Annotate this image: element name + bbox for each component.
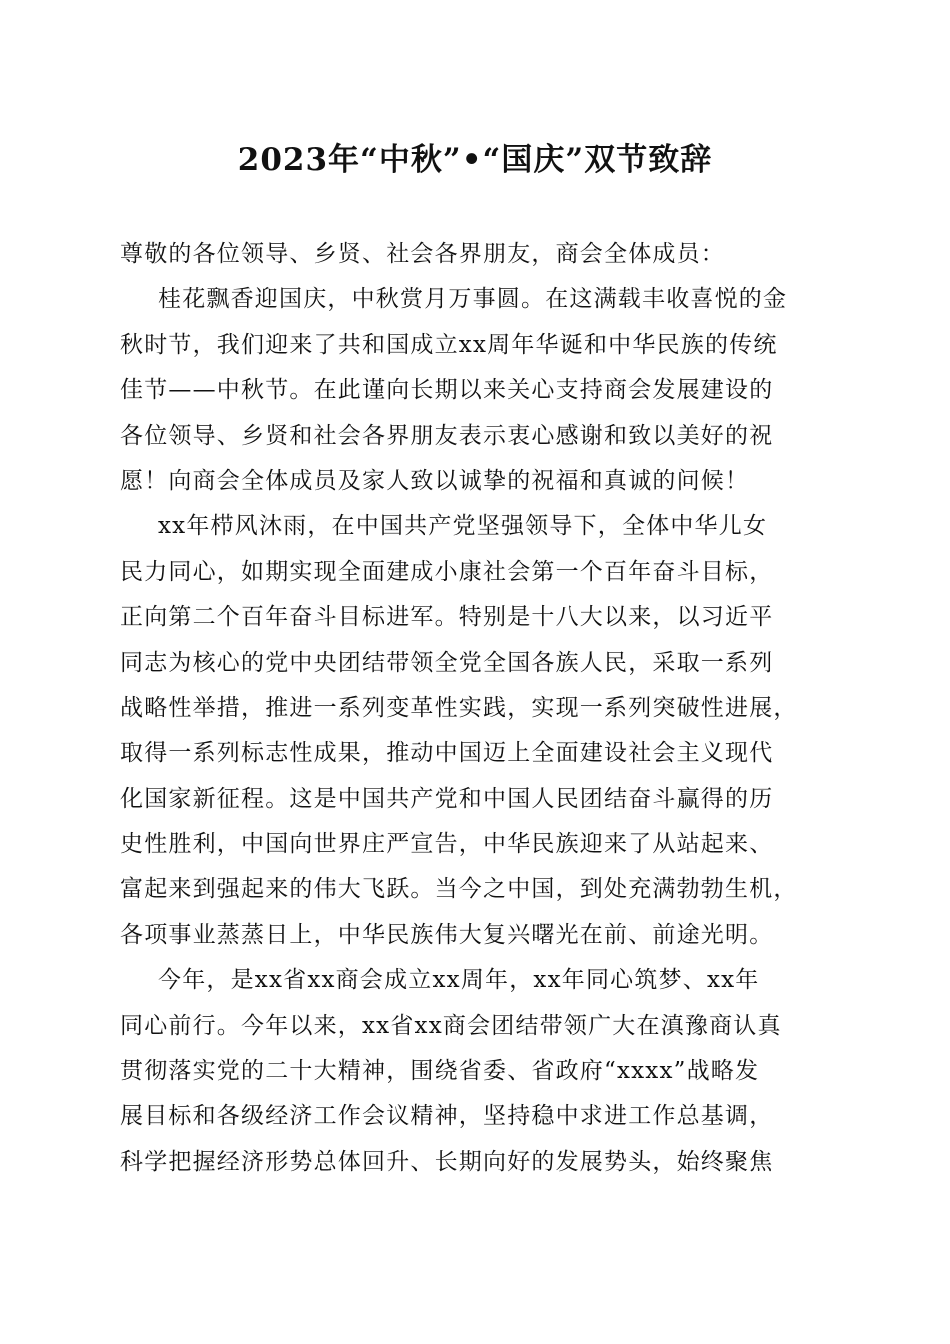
paragraph-1-line-1: 桂花飘香迎国庆，中秋赏月万事圆。在这满载丰收喜悦的金 (158, 286, 788, 313)
paragraph-2-line-4: 同志为核心的党中央团结带领全党全国各族人民，采取一系列 (120, 649, 774, 676)
paragraph-2-line-10: 各项事业蒸蒸日上，中华民族伟大复兴曙光在前、前途光明。 (120, 921, 774, 948)
paragraph-2-line-9: 富起来到强起来的伟大飞跃。当今之中国，到处充满勃勃生机， (120, 876, 798, 903)
paragraph-2-line-2: 民力同心，如期实现全面建成小康社会第一个百年奋斗目标， (120, 558, 774, 585)
salutation-line: 尊敬的各位领导、乡贤、社会各界朋友，商会全体成员： (120, 241, 725, 267)
paragraph-3-line-4: 展目标和各级经济工作会议精神，坚持稳中求进工作总基调， (120, 1103, 774, 1130)
paragraph-2-line-3: 正向第二个百年奋斗目标进军。特别是十八大以来，以习近平 (120, 604, 774, 631)
paragraph-3-line-5: 科学把握经济形势总体回升、长期向好的发展势头，始终聚焦 (120, 1148, 774, 1175)
paragraph-2-line-8: 史性胜利，中国向世界庄严宣告，中华民族迎来了从站起来、 (120, 831, 774, 858)
paragraph-1-line-4: 各位领导、乡贤和社会各界朋友表示衷心感谢和致以美好的祝 (120, 422, 774, 449)
paragraph-2-line-5: 战略性举措，推进一系列变革性实践，实现一系列突破性进展， (120, 694, 798, 721)
paragraph-1-line-3: 佳节——中秋节。在此谨向长期以来关心支持商会发展建设的 (120, 377, 774, 404)
document-title: 2023年“中秋”•“国庆”双节致辞 (237, 142, 713, 178)
paragraph-2-line-7: 化国家新征程。这是中国共产党和中国人民团结奋斗赢得的历 (120, 785, 774, 812)
paragraph-3-line-3: 贯彻落实党的二十大精神，围绕省委、省政府“xxxx”战略发 (120, 1058, 760, 1085)
paragraph-1-line-5: 愿！向商会全体成员及家人致以诚挚的祝福和真诚的问候！ (120, 467, 750, 494)
paragraph-3-line-1: 今年，是xx省xx商会成立xx周年，xx年同心筑梦、xx年 (158, 967, 760, 994)
paragraph-2-line-6: 取得一系列标志性成果，推动中国迈上全面建设社会主义现代 (120, 740, 774, 767)
document-body (120, 232, 832, 1185)
paragraph-3-line-2: 同心前行。今年以来，xx省xx商会团结带领广大在滇豫商认真 (120, 1012, 782, 1039)
paragraph-1-line-2: 秋时节，我们迎来了共和国成立xx周年华诞和中华民族的传统 (120, 331, 778, 358)
paragraph-2-line-1: xx年栉风沐雨，在中国共产党坚强领导下，全体中华儿女 (158, 513, 768, 540)
